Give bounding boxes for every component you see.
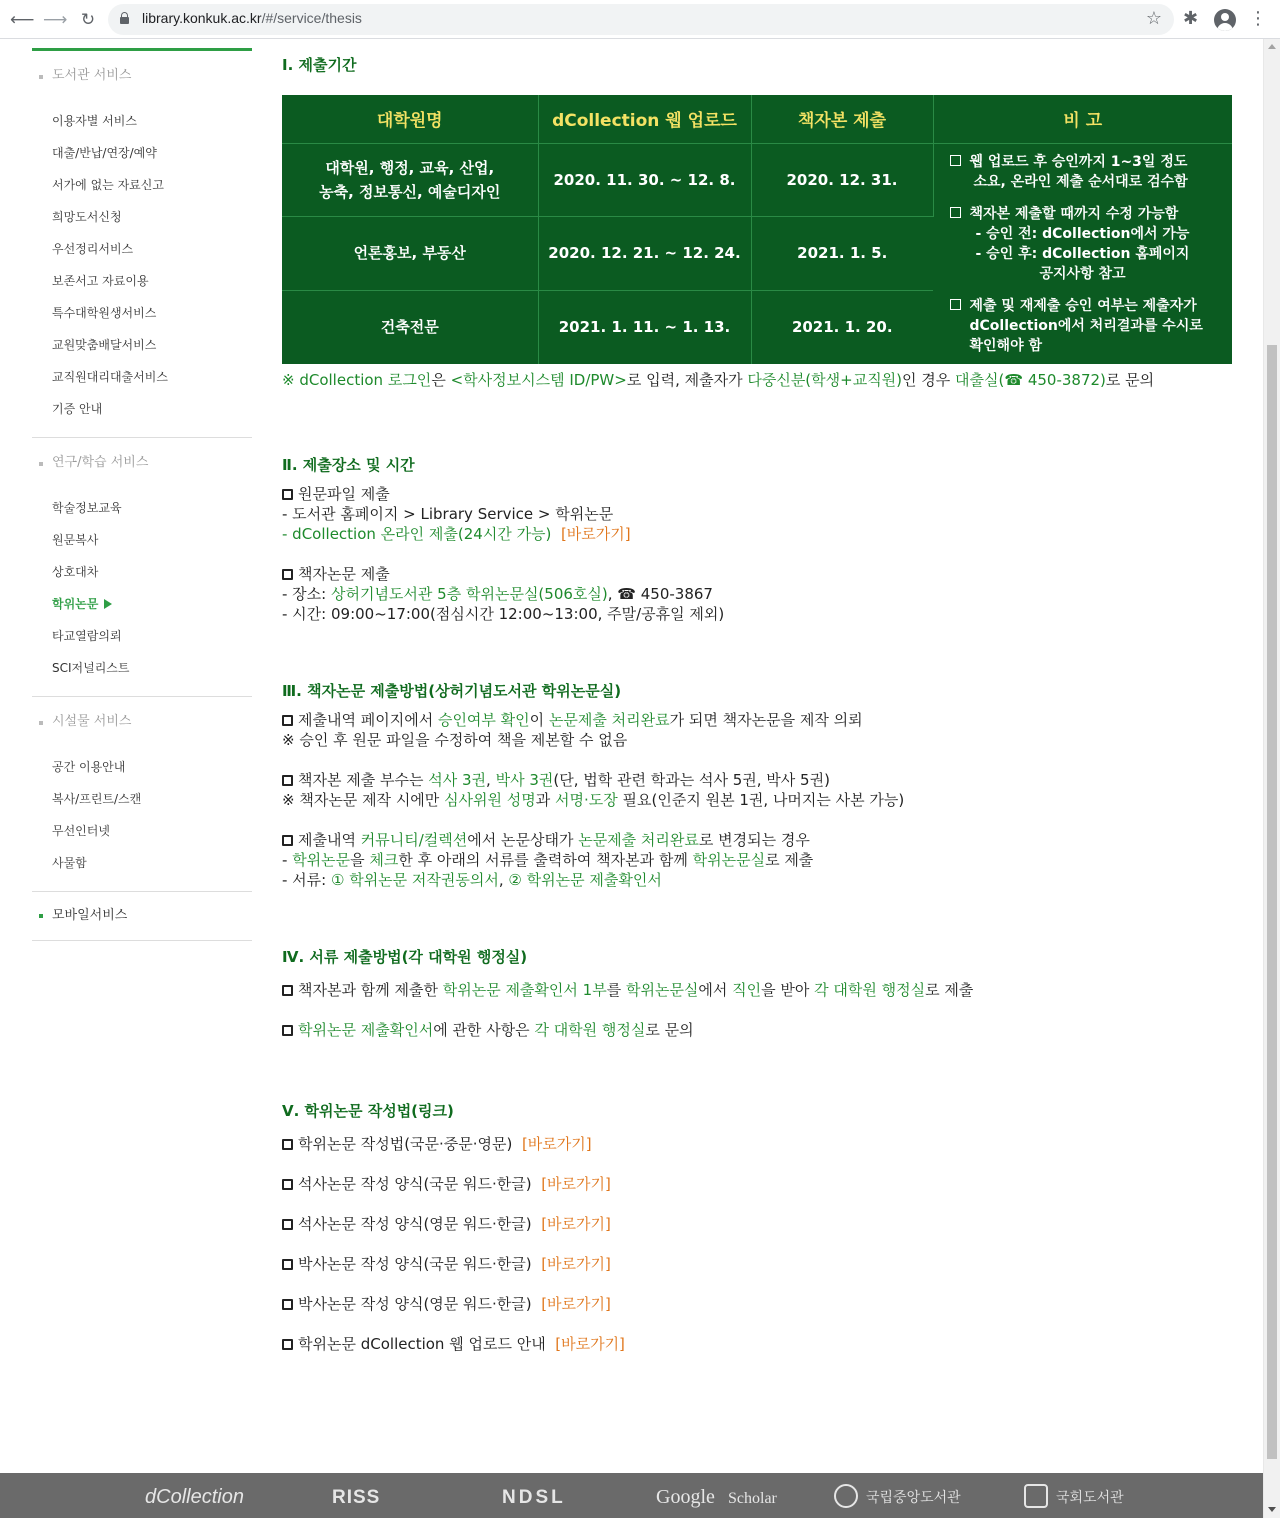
guide-item: 석사논문 작성 양식(영문 워드·한글) [바로가기] — [282, 1214, 1232, 1234]
sidebar-item-label: 학위논문 — [52, 597, 99, 611]
extensions-puzzle-icon[interactable]: ✱ — [1183, 8, 1199, 29]
sidebar-item[interactable]: 교직원대리대출서비스 — [52, 370, 168, 384]
section-title: Ⅱ. 제출장소 및 시간 — [282, 455, 415, 474]
lock-icon — [120, 12, 129, 24]
document-link[interactable]: ② 학위논문 제출확인서 — [508, 870, 662, 889]
content-line: 책자본 제출 부수는 석사 3권, 박사 3권(단, 법학 관련 학과는 석사 5권, 박사 5권) — [282, 770, 1232, 790]
ndsl-logo[interactable]: NDSL — [502, 1487, 566, 1508]
sidebar-item[interactable]: 기증 안내 — [52, 402, 103, 416]
content-line: 원문파일 제출 — [282, 484, 1232, 504]
sidebar-group-title[interactable]: 시설물 서비스 — [32, 697, 252, 751]
assembly-library-emblem-icon — [1024, 1484, 1048, 1508]
square-bullet-icon — [282, 1139, 293, 1150]
table-header-cell: 대학원명 — [282, 95, 538, 143]
document-link[interactable]: ① 학위논문 저작권동의서 — [330, 870, 499, 889]
content-line: ※ 승인 후 원문 파일을 수정하여 책을 제본할 수 없음 — [282, 730, 628, 749]
content-line: - 시간: 09:00~17:00(점심시간 12:00~13:00, 주말/공휴일 제외) — [282, 604, 725, 623]
square-bullet-icon — [282, 1339, 293, 1350]
square-bullet-icon — [282, 1299, 293, 1310]
sidebar-item[interactable]: 대출/반납/연장/예약 — [52, 146, 157, 160]
url-text[interactable]: library.konkuk.ac.kr/#/service/thesis — [142, 10, 362, 26]
goto-link[interactable]: [바로가기] — [560, 524, 631, 543]
table-cell-name: 건축전문 — [282, 290, 538, 364]
dcollection-logo[interactable]: dCollection — [145, 1486, 244, 1508]
sidebar-group-title[interactable]: 모바일서비스 — [32, 892, 252, 940]
checkbox-bullet-icon — [950, 207, 961, 218]
table-cell-notes — [933, 143, 1232, 364]
goto-link[interactable]: [바로가기] — [541, 1214, 611, 1233]
profile-avatar-icon[interactable] — [1214, 9, 1236, 31]
sidebar-item[interactable]: 상호대차 — [52, 565, 99, 579]
sidebar-item[interactable]: 보존서고 자료이용 — [52, 274, 149, 288]
footer-logo-bar — [0, 1473, 1263, 1518]
note-line: - 승인 전: dCollection에서 가능 — [975, 225, 1190, 242]
note-item — [950, 204, 1221, 284]
table-cell-name: 언론홍보, 부동산 — [282, 217, 538, 291]
sidebar-item[interactable]: 사물함 — [52, 856, 87, 870]
note-line: 확인해야 함 — [969, 337, 1042, 354]
guide-item: 박사논문 작성 양식(영문 워드·한글) [바로가기] — [282, 1294, 1232, 1314]
guide-item: 학위논문 dCollection 웹 업로드 안내 [바로가기] — [282, 1334, 1232, 1354]
content-line: ※ 책자논문 제작 시에만 심사위원 성명과 서명·도장 필요(인준지 원본 1권, 나머지는 사본 가능) — [282, 790, 905, 809]
table-cell-upload: 2021. 1. 11. ~ 1. 13. — [538, 290, 751, 364]
sidebar-group-mobile — [32, 892, 252, 941]
section-title: Ⅲ. 책자논문 제출방법(상허기념도서관 학위논문실) — [282, 681, 622, 700]
guide-item: 석사논문 작성 양식(국문 워드·한글) [바로가기] — [282, 1174, 1232, 1194]
note-line: 공지사항 참고 — [1039, 265, 1126, 282]
sidebar-group-title[interactable]: 연구/학습 서비스 — [32, 438, 252, 492]
content-line: 학위논문 제출확인서에 관한 사항은 각 대학원 행정실로 문의 — [282, 1020, 1232, 1040]
assembly-library-link[interactable]: 국회도서관 — [1024, 1484, 1124, 1508]
sidebar-item[interactable]: 희망도서신청 — [52, 210, 122, 224]
square-bullet-icon — [282, 775, 293, 786]
section-title: Ⅳ. 서류 제출방법(각 대학원 행정실) — [282, 947, 528, 966]
table-cell-name — [282, 143, 538, 217]
note-line: 웹 업로드 후 승인까지 1~3일 정도 — [969, 153, 1188, 170]
content-line: 책자논문 제출 — [282, 564, 1232, 584]
square-bullet-icon — [282, 1219, 293, 1230]
table-row — [282, 143, 1232, 217]
table-cell-book: 2020. 12. 31. — [751, 143, 933, 217]
sidebar-item[interactable]: 학술정보교육 — [52, 501, 122, 515]
section-title: Ⅴ. 학위논문 작성법(링크) — [282, 1101, 454, 1120]
content-line: - 도서관 홈페이지 > Library Service > 학위논문 — [282, 504, 614, 523]
sidebar-item[interactable]: 공간 이용안내 — [52, 760, 126, 774]
note-item — [950, 296, 1221, 356]
goto-link[interactable]: [바로가기] — [555, 1334, 625, 1353]
bookmark-star-icon[interactable]: ☆ — [1145, 8, 1162, 29]
cell-line: 대학원, 행정, 교육, 산업, — [325, 158, 495, 177]
sidebar-item[interactable]: 서가에 없는 자료신고 — [52, 178, 164, 192]
address-bar[interactable] — [108, 4, 1174, 35]
table-cell-upload: 2020. 11. 30. ~ 12. 8. — [538, 143, 751, 217]
sidebar-group-research — [32, 438, 252, 697]
sidebar-item[interactable]: 무선인터넷 — [52, 824, 110, 838]
square-bullet-icon — [282, 715, 293, 726]
section-title: Ⅰ. 제출기간 — [282, 56, 357, 74]
table-cell-book: 2021. 1. 5. — [751, 217, 933, 291]
google-logo[interactable]: Google — [656, 1486, 715, 1508]
back-arrow-icon[interactable]: ⟵ — [10, 10, 35, 30]
reload-icon[interactable]: ↻ — [80, 10, 96, 30]
scrollbar-thumb[interactable] — [1267, 345, 1277, 1459]
content-line: 책자본과 함께 제출한 학위논문 제출확인서 1부를 학위논문실에서 직인을 받아 각 대학원 행정실로 제출 — [282, 980, 1232, 1000]
login-footnote: ※ dCollection 로그인은 <학사정보시스템 ID/PW>로 입력, 제출자가 다중신분(학생+교직원)인 경우 대출실(☎ 450-3872)로 문의 — [282, 370, 1155, 389]
content-line: - dCollection 온라인 제출(24시간 가능) [바로가기] — [282, 524, 631, 543]
checkbox-bullet-icon — [950, 299, 961, 310]
sidebar-group-library — [32, 51, 252, 438]
forward-arrow-icon[interactable]: ⟶ — [43, 10, 68, 30]
table-cell-upload: 2020. 12. 21. ~ 12. 24. — [538, 217, 751, 291]
riss-logo[interactable]: RISS — [332, 1487, 381, 1508]
goto-link[interactable]: [바로가기] — [541, 1174, 611, 1193]
submission-period-table — [282, 95, 1232, 364]
note-line: 제출 및 재제출 승인 여부는 제출자가 — [969, 297, 1197, 314]
square-bullet-icon — [282, 1179, 293, 1190]
goto-link[interactable]: [바로가기] — [541, 1294, 611, 1313]
browser-menu-icon[interactable]: ⋮ — [1249, 8, 1267, 29]
sidebar-group-title[interactable]: 도서관 서비스 — [32, 51, 252, 105]
goto-link[interactable]: [바로가기] — [541, 1254, 611, 1273]
content-line: 제출내역 페이지에서 승인여부 확인이 논문제출 처리완료가 되면 책자논문을 제작 의뢰 — [282, 710, 1232, 730]
note-line: - 승인 후: dCollection 홈페이지 — [975, 245, 1190, 262]
table-header-cell: dCollection 웹 업로드 — [538, 95, 751, 143]
table-header-cell: 책자본 제출 — [751, 95, 933, 143]
active-arrow-icon — [104, 599, 112, 609]
national-library-emblem-icon — [834, 1484, 858, 1508]
sidebar-item[interactable]: 복사/프린트/스캔 — [52, 792, 142, 806]
goto-link[interactable]: [바로가기] — [521, 1134, 592, 1153]
note-item — [950, 152, 1221, 192]
content-line: 제출내역 커뮤니티/컬렉션에서 논문상태가 논문제출 처리완료로 변경되는 경우 — [282, 830, 1232, 850]
table-header-cell: 비 고 — [933, 95, 1232, 143]
sidebar-item[interactable]: 원문복사 — [52, 533, 99, 547]
square-bullet-icon — [282, 1025, 293, 1036]
square-bullet-icon — [282, 1259, 293, 1270]
note-line: dCollection에서 처리결과를 수시로 — [969, 317, 1203, 334]
main-content — [282, 48, 1232, 1354]
sidebar-group-facilities — [32, 697, 252, 892]
sidebar-item[interactable]: 우선정리서비스 — [52, 242, 134, 256]
cell-line: 농축, 정보통신, 예술디자인 — [319, 182, 501, 201]
note-line: 책자본 제출할 때까지 수정 가능함 — [969, 205, 1179, 222]
scroll-up-arrow-icon[interactable] — [1268, 44, 1276, 49]
sidebar-item[interactable]: 이용자별 서비스 — [52, 114, 137, 128]
sidebar-nav — [32, 48, 252, 941]
table-header-row — [282, 95, 1232, 143]
table-cell-book: 2021. 1. 20. — [751, 290, 933, 364]
browser-toolbar — [0, 0, 1280, 39]
square-bullet-icon — [282, 835, 293, 846]
guide-item: 박사논문 작성 양식(국문 워드·한글) [바로가기] — [282, 1254, 1232, 1274]
square-bullet-icon — [282, 985, 293, 996]
guide-item: 학위논문 작성법(국문·중문·영문) [바로가기] — [282, 1134, 1232, 1154]
square-bullet-icon — [282, 569, 293, 580]
square-bullet-icon — [282, 489, 293, 500]
sidebar-item-thesis-active[interactable] — [32, 588, 252, 620]
page-scrollbar[interactable] — [1263, 39, 1280, 1518]
checkbox-bullet-icon — [950, 155, 961, 166]
sidebar-item[interactable]: SCI저널리스트 — [52, 661, 130, 675]
content-line: - 학위논문을 체크한 후 아래의 서류를 출력하여 책자본과 함께 학위논문실로 제출 — [282, 850, 814, 869]
scroll-down-arrow-icon[interactable] — [1268, 1507, 1276, 1512]
sidebar-item[interactable]: 타교열람의뢰 — [52, 629, 122, 643]
sidebar-item[interactable]: 교원맞춤배달서비스 — [52, 338, 157, 352]
content-line: - 서류: ① 학위논문 저작권동의서, ② 학위논문 제출확인서 — [282, 870, 662, 889]
national-library-link[interactable]: 국립중앙도서관 — [834, 1484, 961, 1508]
scholar-logo[interactable]: Scholar — [728, 1490, 777, 1507]
content-line: - 장소: 상허기념도서관 5층 학위논문실(506호실), ☎ 450-3867 — [282, 584, 713, 603]
note-line: 소요, 온라인 제출 순서대로 검수함 — [973, 173, 1188, 190]
sidebar-item[interactable]: 특수대학원생서비스 — [52, 306, 157, 320]
